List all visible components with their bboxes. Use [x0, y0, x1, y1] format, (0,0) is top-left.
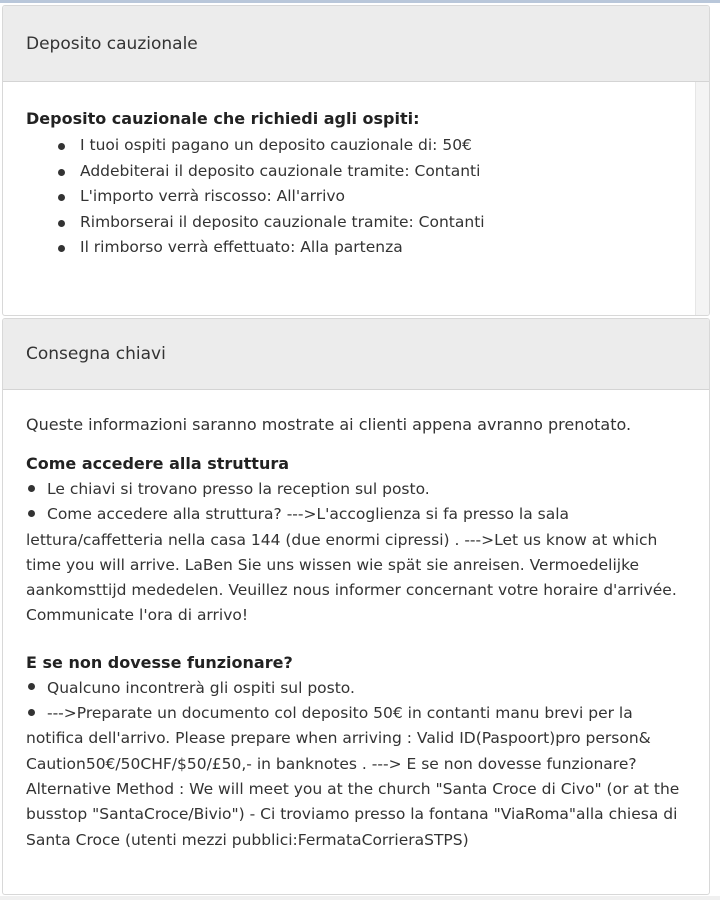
bullet-icon [58, 143, 65, 150]
list-item [58, 159, 697, 185]
bullet-icon [28, 709, 35, 716]
access-title: Come accedere alla struttura [26, 454, 290, 473]
list-item [58, 184, 697, 210]
fallback-line [26, 676, 697, 701]
bullet-icon [58, 194, 65, 201]
deposit-panel-heading [3, 6, 709, 82]
bullet-icon [58, 169, 65, 176]
list-item-text: Addebiterai il deposito cauzionale tramite: Contanti [80, 161, 481, 180]
list-item [58, 133, 697, 159]
bullet-icon [28, 485, 35, 492]
deposit-panel-body [3, 109, 709, 261]
list-item-text: Il rimborso verrà effettuato: Alla partenza [80, 238, 403, 256]
panel-scrollbar[interactable] [695, 82, 709, 315]
keys-panel-heading [3, 319, 709, 390]
deposit-panel [2, 5, 710, 316]
access-line [26, 502, 697, 628]
deposit-list [26, 133, 697, 261]
deposit-subtitle: Deposito cauzionale che richiedi agli ospiti: [26, 109, 420, 128]
bullet-icon [58, 220, 65, 227]
bullet-icon [58, 245, 65, 252]
access-line-text: Le chiavi si trovano presso la reception sul posto. [47, 480, 430, 498]
top-border [0, 0, 720, 3]
keys-panel [2, 318, 710, 895]
keys-panel-title: Consegna chiavi [26, 344, 166, 364]
fallback-line [26, 701, 697, 853]
bullet-icon [28, 683, 35, 690]
bottom-edge [0, 896, 720, 900]
access-line [26, 477, 697, 502]
fallback-line-text: Qualcuno incontrerà gli ospiti sul posto. [47, 678, 355, 697]
bullet-icon [28, 510, 35, 517]
list-item-text: L'importo verrà riscosso: All'arrivo [80, 187, 346, 205]
access-line-text: Come accedere alla struttura? --->L'accoglienza si fa presso la sala lettura/caffetteria nella casa 144 (due enormi cipressi) . --->Let us know at which time you will arrive. LaBen Sie uns wissen wie spät sie anreisen. Vermoedelijke aankomsttijd mededelen. Veuillez nous informer concernant votre horaire d'arrivée. Communicate l'ora di arrivo! [26, 505, 677, 625]
list-item-text: Rimborserai il deposito cauzionale tramite: Contanti [80, 212, 485, 231]
fallback-line-text: --->Preparate un documento col deposito 50€ in contanti manu brevi per la notifica dell'arrivo. Please prepare when arriving : Valid ID(Paspoort)pro person& Caution50€/50CHF/$50/£50,- in banknotes . ---> E se non dovesse funzionare? Alternative Method : We will meet you at the church "Santa Croce di Civo" (or at the busstop "SantaCroce/Bivio") - Ci troviamo presso la fontana "ViaRoma"alla chiesa di Santa Croce (utenti mezzi pubblici:FermataCorrieraSTPS) [26, 704, 680, 849]
keys-panel-body [3, 414, 709, 853]
keys-intro: Queste informazioni saranno mostrate ai clienti appena avranno prenotato. [26, 415, 632, 434]
list-item [58, 235, 697, 261]
list-item [58, 210, 697, 236]
deposit-panel-title: Deposito cauzionale [26, 33, 198, 54]
list-item-text: I tuoi ospiti pagano un deposito cauzionale di: 50€ [80, 136, 472, 154]
fallback-title: E se non dovesse funzionare? [26, 652, 293, 672]
